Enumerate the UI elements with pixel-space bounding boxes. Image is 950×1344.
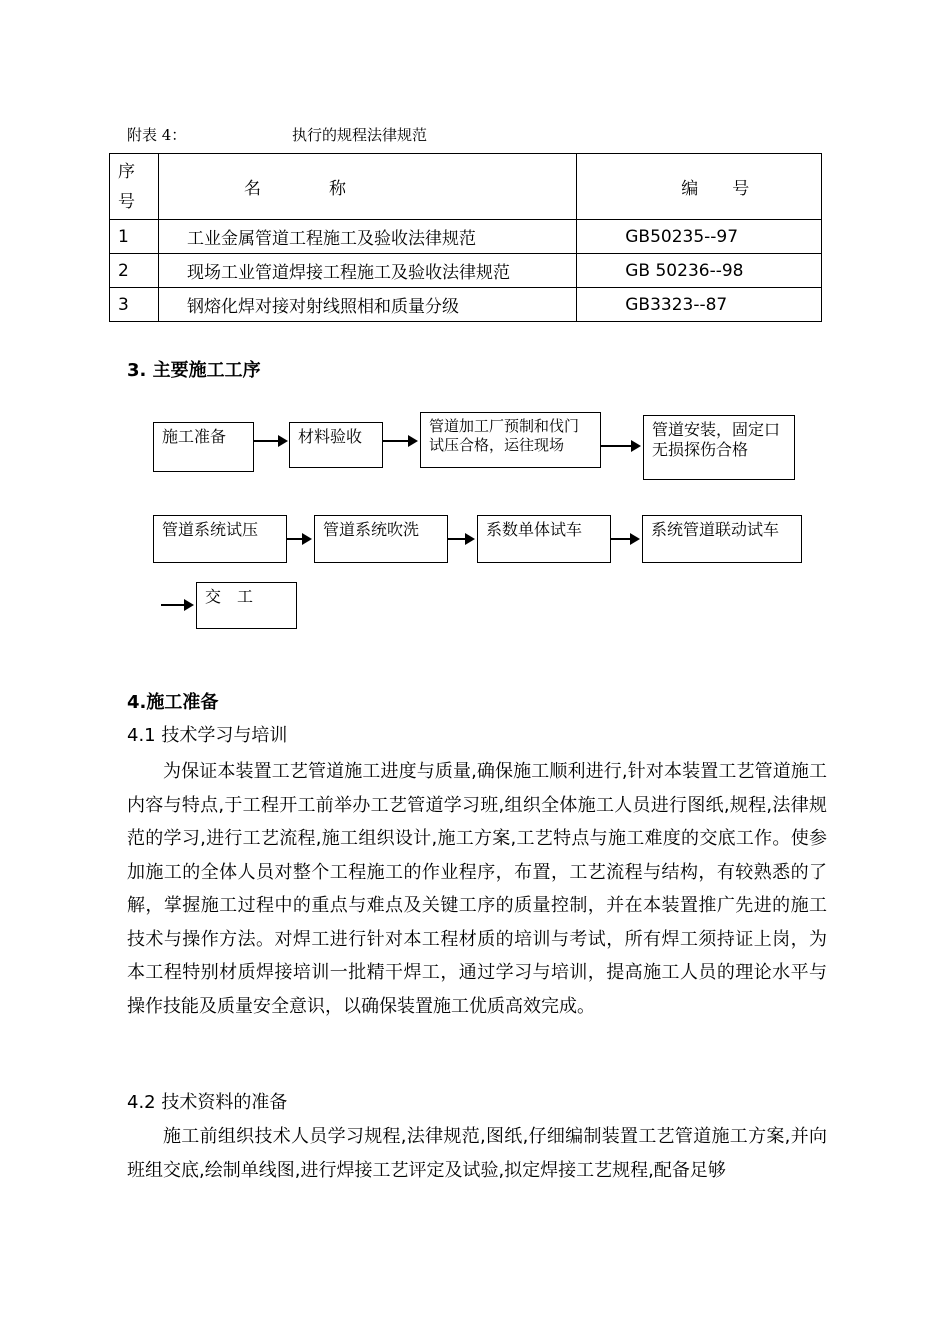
row-seq: 1 xyxy=(110,220,159,254)
flow-arrow xyxy=(611,538,638,540)
flow-arrow xyxy=(601,445,639,447)
subsection-4-1: 4.1 技术学习与培训 xyxy=(127,725,288,746)
flow-arrow xyxy=(383,440,416,442)
row-code: GB 50236--98 xyxy=(577,254,822,288)
paragraph-4-1: 为保证本装置工艺管道施工进度与质量,确保施工顺利进行,针对本装置工艺管道施工内容与特点,于工程开工前举办工艺管道学习班,组织全体施工人员进行图纸,规程,法律规范的学习,进行工艺流程,施工组织设计,施工方案,工艺特点与施工难度的交底工作。使参加施工的全体人员对整个工程施工的作业程序，布置，工艺流程与结构，有较熟悉的了解，掌握施工过程中的重点与难点及关键工序的质量控制，并在本装置推广先进的施工技术与操作方法。对焊工进行针对本工程材质的培训与考试，所有焊工须持证上岗，为本工程特别材质焊接培训一批精干焊工，通过学习与培训，提高施工人员的理论水平与操作技能及质量安全意识，以确保装置施工优质高效完成。 xyxy=(127,761,827,1017)
table-row xyxy=(110,220,822,254)
flow-step-pressure-test: 管道系统试压 xyxy=(153,515,287,563)
regulations-table xyxy=(109,153,822,322)
row-name: 工业金属管道工程施工及验收法律规范 xyxy=(158,220,576,254)
header-seq: 序号 xyxy=(110,154,159,220)
row-code: GB50235--97 xyxy=(577,220,822,254)
row-name: 钢熔化焊对接对射线照相和质量分级 xyxy=(158,288,576,322)
row-code: GB3323--87 xyxy=(577,288,822,322)
flow-step-joint-test: 系统管道联动试车 xyxy=(642,515,802,563)
row-name: 现场工业管道焊接工程施工及验收法律规范 xyxy=(158,254,576,288)
header-name: 名 称 xyxy=(158,154,576,220)
table-row xyxy=(110,254,822,288)
flow-step-prep: 施工准备 xyxy=(153,422,254,472)
flow-step-material: 材料验收 xyxy=(289,422,383,468)
section3-heading: 3. 主要施工工序 xyxy=(127,360,261,381)
appendix-label: 附表 4： xyxy=(127,126,187,144)
flow-step-prefab: 管道加工厂预制和伐门试压合格，运往现场 xyxy=(420,412,601,468)
paragraph-4-2: 施工前组织技术人员学习规程,法律规范,图纸,仔细编制装置工艺管道施工方案,并向班组交底,绘制单线图,进行焊接工艺评定及试验,拟定焊接工艺规程,配备足够 xyxy=(127,1126,827,1181)
row-seq: 2 xyxy=(110,254,159,288)
subsection-4-2: 4.2 技术资料的准备 xyxy=(127,1092,288,1113)
table-header-row xyxy=(110,154,822,220)
row-seq: 3 xyxy=(110,288,159,322)
table-row xyxy=(110,288,822,322)
flow-step-install: 管道安装，固定口无损探伤合格 xyxy=(643,415,795,480)
flow-arrow xyxy=(448,538,473,540)
flow-arrow xyxy=(287,538,310,540)
flow-arrow xyxy=(254,440,286,442)
header-code: 编 号 xyxy=(577,154,822,220)
flow-step-handover: 交 工 xyxy=(196,582,297,629)
section4-heading: 4.施工准备 xyxy=(127,692,219,713)
flow-step-blowdown: 管道系统吹洗 xyxy=(314,515,448,563)
appendix-title: 执行的规程法律规范 xyxy=(292,126,428,144)
flow-arrow xyxy=(161,604,192,606)
flow-step-single-test: 系数单体试车 xyxy=(477,515,611,563)
